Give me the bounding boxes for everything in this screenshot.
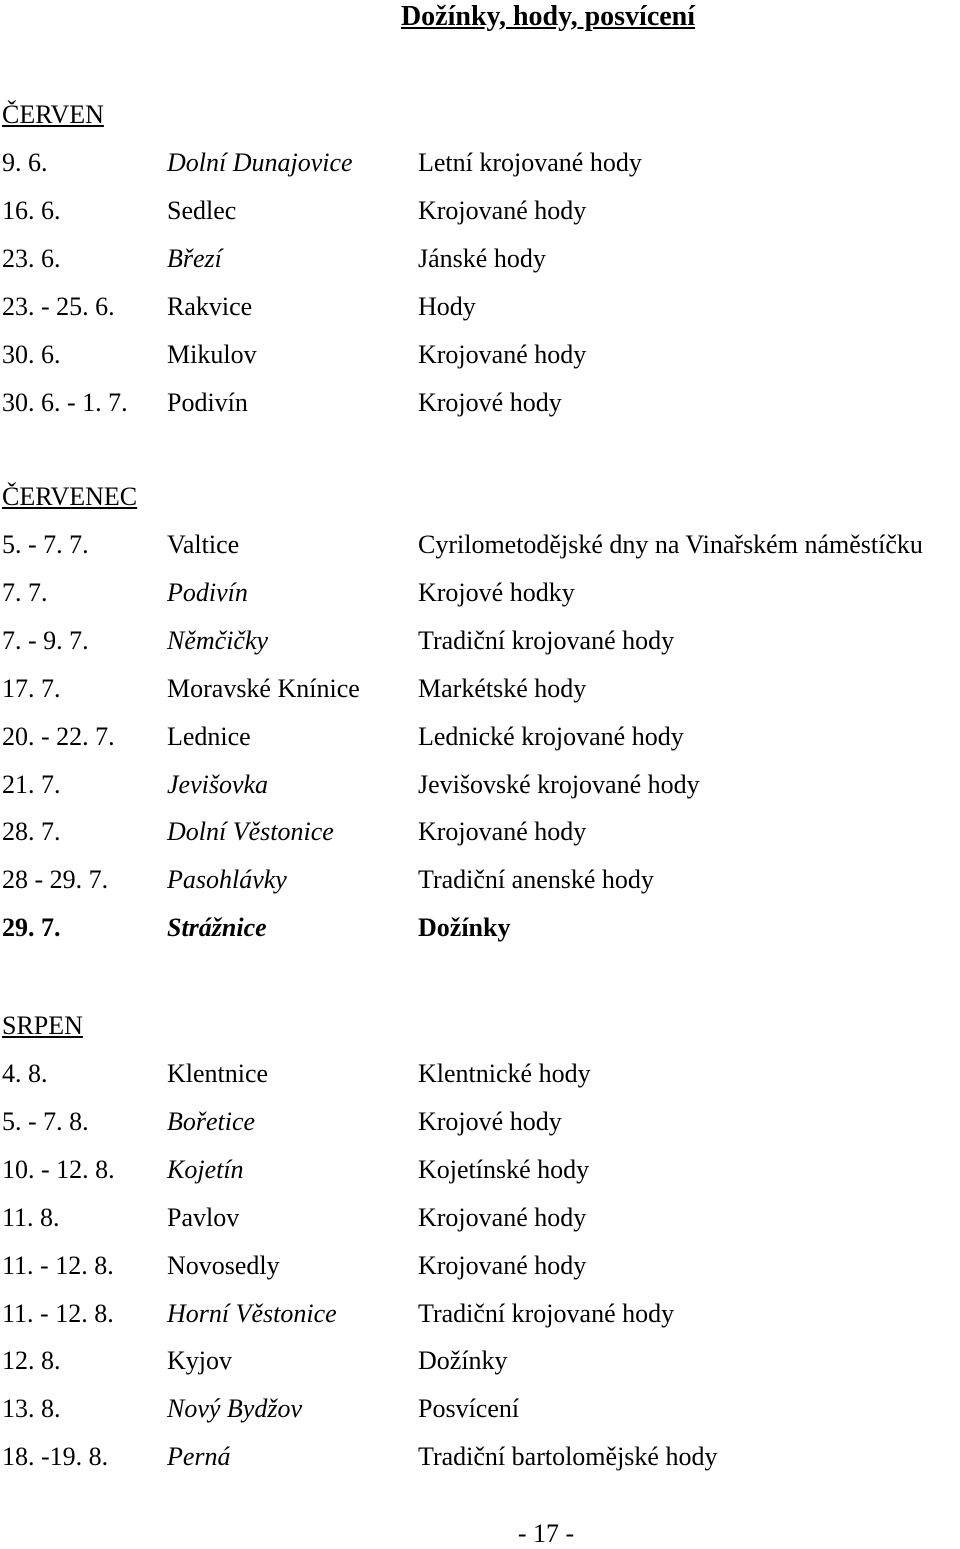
event-date: 12. 8. bbox=[2, 1346, 61, 1375]
event-place: Lednice bbox=[167, 722, 251, 751]
event-name: Lednické krojované hody bbox=[418, 722, 684, 751]
event-name: Krojované hody bbox=[418, 196, 587, 225]
event-date: 5. - 7. 7. bbox=[2, 530, 89, 559]
event-name: Cyrilometodějské dny na Vinařském náměstíčku bbox=[418, 530, 923, 559]
event-row bbox=[0, 1251, 960, 1281]
event-name: Tradiční anenské hody bbox=[418, 865, 654, 894]
event-place: Pavlov bbox=[167, 1203, 240, 1232]
event-row bbox=[0, 1346, 960, 1376]
event-row bbox=[0, 1203, 960, 1233]
event-date: 10. - 12. 8. bbox=[2, 1155, 115, 1184]
event-place: Rakvice bbox=[167, 292, 253, 321]
event-place: Podivín bbox=[167, 388, 248, 417]
event-row bbox=[0, 1442, 960, 1472]
event-name: Klentnické hody bbox=[418, 1059, 591, 1088]
event-date: 7. 7. bbox=[2, 578, 48, 607]
event-name: Krojové hodky bbox=[418, 578, 575, 607]
event-place: Pasohlávky bbox=[167, 865, 287, 894]
event-row bbox=[0, 292, 960, 322]
event-date: 13. 8. bbox=[2, 1394, 61, 1423]
event-date: 28 - 29. 7. bbox=[2, 865, 109, 894]
event-place: Mikulov bbox=[167, 340, 257, 369]
event-name: Hody bbox=[418, 292, 476, 321]
event-place: Březí bbox=[167, 244, 222, 273]
event-place: Novosedly bbox=[167, 1251, 280, 1280]
event-name: Dožínky bbox=[418, 913, 511, 942]
event-place: Klentnice bbox=[167, 1059, 269, 1088]
event-row bbox=[0, 913, 960, 943]
event-date: 21. 7. bbox=[2, 770, 61, 799]
event-name: Tradiční krojované hody bbox=[418, 1299, 675, 1328]
event-row bbox=[0, 1107, 960, 1137]
event-row bbox=[0, 340, 960, 370]
event-name: Jánské hody bbox=[418, 244, 546, 273]
document-title: Dožínky, hody, posvícení bbox=[400, 1, 696, 32]
event-place: Němčičky bbox=[167, 626, 269, 655]
event-date: 23. 6. bbox=[2, 244, 61, 273]
event-place: Sedlec bbox=[167, 196, 237, 225]
event-row bbox=[0, 578, 960, 608]
event-row bbox=[0, 674, 960, 704]
event-place: Valtice bbox=[167, 530, 240, 559]
event-name: Kojetínské hody bbox=[418, 1155, 590, 1184]
event-date: 29. 7. bbox=[2, 913, 61, 942]
event-name: Posvícení bbox=[418, 1394, 520, 1423]
event-place: Dolní Dunajovice bbox=[167, 148, 353, 177]
event-row bbox=[0, 1059, 960, 1089]
event-date: 11. - 12. 8. bbox=[2, 1251, 114, 1280]
event-place: Jevišovka bbox=[167, 770, 269, 799]
event-row bbox=[0, 1299, 960, 1329]
event-row bbox=[0, 626, 960, 656]
event-row bbox=[0, 722, 960, 752]
event-place: Moravské Knínice bbox=[167, 674, 360, 703]
event-name: Markétské hody bbox=[418, 674, 587, 703]
month-heading: SRPEN bbox=[2, 1011, 83, 1040]
event-date: 18. -19. 8. bbox=[2, 1442, 109, 1471]
month-heading: ČERVENEC bbox=[2, 482, 138, 511]
event-place: Nový Bydžov bbox=[167, 1394, 303, 1423]
event-name: Krojované hody bbox=[418, 1203, 587, 1232]
event-row bbox=[0, 1155, 960, 1185]
event-name: Jevišovské krojované hody bbox=[418, 770, 700, 799]
event-date: 20. - 22. 7. bbox=[2, 722, 115, 751]
page-number: - 17 - bbox=[517, 1519, 575, 1548]
event-date: 11. - 12. 8. bbox=[2, 1299, 114, 1328]
event-date: 30. 6. - 1. 7. bbox=[2, 388, 128, 417]
event-row bbox=[0, 817, 960, 847]
event-row bbox=[0, 244, 960, 274]
event-date: 28. 7. bbox=[2, 817, 61, 846]
event-row bbox=[0, 148, 960, 178]
event-date: 16. 6. bbox=[2, 196, 61, 225]
event-date: 17. 7. bbox=[2, 674, 61, 703]
event-place: Bořetice bbox=[167, 1107, 256, 1136]
event-date: 7. - 9. 7. bbox=[2, 626, 89, 655]
event-name: Krojové hody bbox=[418, 1107, 562, 1136]
event-place: Dolní Věstonice bbox=[167, 817, 334, 846]
event-date: 5. - 7. 8. bbox=[2, 1107, 89, 1136]
event-place: Perná bbox=[167, 1442, 231, 1471]
event-row bbox=[0, 196, 960, 226]
event-date: 11. 8. bbox=[2, 1203, 60, 1232]
event-row bbox=[0, 1394, 960, 1424]
event-name: Letní krojované hody bbox=[418, 148, 642, 177]
event-date: 23. - 25. 6. bbox=[2, 292, 115, 321]
event-row bbox=[0, 770, 960, 800]
event-name: Tradiční krojované hody bbox=[418, 626, 675, 655]
event-name: Krojované hody bbox=[418, 340, 587, 369]
event-place: Kyjov bbox=[167, 1346, 232, 1375]
event-name: Tradiční bartolomějské hody bbox=[418, 1442, 718, 1471]
event-date: 9. 6. bbox=[2, 148, 48, 177]
event-name: Dožínky bbox=[418, 1346, 508, 1375]
event-row bbox=[0, 530, 960, 560]
event-place: Horní Věstonice bbox=[167, 1299, 337, 1328]
event-row bbox=[0, 388, 960, 418]
event-name: Krojované hody bbox=[418, 1251, 587, 1280]
month-heading: ČERVEN bbox=[2, 100, 104, 129]
event-name: Krojové hody bbox=[418, 388, 562, 417]
event-name: Krojované hody bbox=[418, 817, 587, 846]
event-date: 30. 6. bbox=[2, 340, 61, 369]
event-place: Kojetín bbox=[167, 1155, 244, 1184]
event-place: Podivín bbox=[167, 578, 248, 607]
event-date: 4. 8. bbox=[2, 1059, 48, 1088]
event-place: Strážnice bbox=[167, 913, 267, 942]
event-row bbox=[0, 865, 960, 895]
